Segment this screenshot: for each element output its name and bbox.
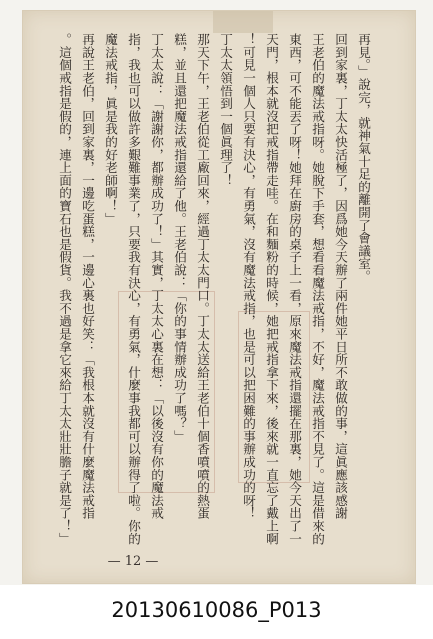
- text-column: 再說王老伯，回到家裏，一邊吃蛋糕，一邊心裏也好笑：「我根本就沒有什麼魔法戒指: [80, 33, 95, 520]
- text-column: 王老伯的魔法戒指呀。她脫下手套，想看看魔法戒指，不好，魔法戒指不見了。這是借來的: [310, 33, 325, 545]
- text-column: ！可見一個人只要有決心，有勇氣，沒有魔法戒指，也是可以把困難的事辦成功的呀！: [241, 33, 256, 520]
- page-number: — 12 —: [107, 554, 159, 569]
- text-column: 魔法戒指，眞是我的好老師啊！」: [103, 33, 118, 225]
- text-column: 東西，可不能丟了呀！她拜在廚房的桌子上一看，原來魔法戒指還擺在那裏，她今天出了一: [287, 33, 302, 545]
- text-column: 那天下午，王老伯從工廠回來，經過丁太太門口。丁太太送給王老伯十個香噴噴的熱蛋: [195, 33, 210, 520]
- text-column: 。這個戒指是假的，連上面的寶石也是假貨。我不過是拿它來給丁太太壯壯膽子就是了！」: [57, 33, 72, 545]
- page-stain: [213, 11, 273, 33]
- text-column: 再見。」說完，就神氣十足的離開了會議室。: [356, 33, 371, 283]
- text-column: 回到家裏，丁太太快活極了，因爲她今天辦了兩件她平日所不敢做的事，這眞應該感謝: [333, 33, 348, 520]
- text-column: 指，我也可以做許多艱難事業了，只要我有決心，有勇氣，什麼事我都可以辦得了啦。你的: [126, 33, 141, 545]
- text-column: 丁太太領悟到一個眞理了！: [218, 33, 233, 187]
- text-column: 糕，並且還把魔法戒指還給了他。王老伯說：「你的事情辦成功了嗎？」: [172, 33, 187, 443]
- book-page: [22, 10, 416, 584]
- text-column: 丁太太說：「謝謝你，都辦成功了！」其實，丁太太心裏在想：「以後沒有你的魔法戒: [149, 33, 164, 520]
- text-block: [23, 33, 415, 553]
- text-column: 天門，根本就沒把戒指帶走哇。在和麵粉的時候，她把戒指拿下來，後來就一直忘了戴上啊: [264, 33, 279, 545]
- image-caption: 20130610086_P013: [111, 598, 322, 622]
